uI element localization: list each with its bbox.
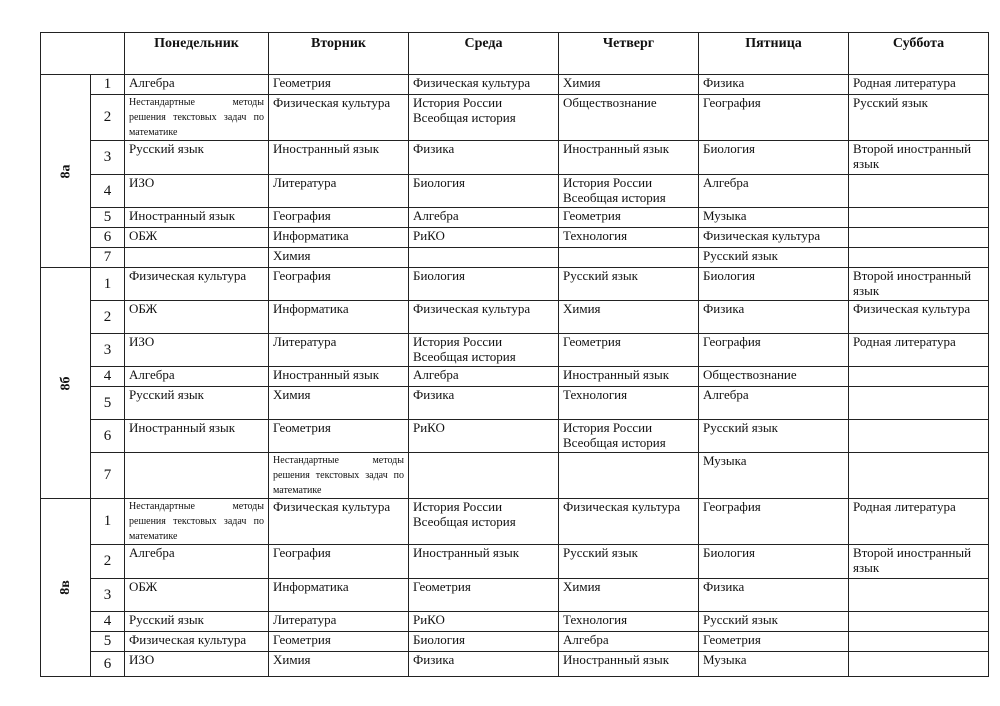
lesson-cell: Физика [409,141,559,175]
lesson-number: 6 [91,420,125,453]
lesson-cell: Литература [269,334,409,367]
day-header: Четверг [559,33,699,75]
lesson-cell: Физическая культура [849,301,989,334]
lesson-cell: Физическая культура [269,95,409,141]
lesson-cell: Родная литература [849,499,989,545]
lesson-cell: Алгебра [699,387,849,420]
header-row [41,33,989,75]
lesson-cell [125,248,269,268]
lesson-row [41,545,989,579]
lesson-cell: Русский язык [849,95,989,141]
lesson-cell: Иностранный язык [559,652,699,677]
lesson-cell: Иностранный язык [125,208,269,228]
lesson-cell: Химия [559,579,699,612]
class-label [41,75,91,268]
lesson-cell: Физика [409,652,559,677]
lesson-number: 4 [91,367,125,387]
lesson-cell: История России Всеобщая история [409,95,559,141]
lesson-cell: Информатика [269,228,409,248]
lesson-cell: География [269,545,409,579]
lesson-cell: Литература [269,175,409,208]
lesson-row [41,208,989,228]
lesson-number: 7 [91,248,125,268]
lesson-cell: Технология [559,387,699,420]
lesson-number: 5 [91,387,125,420]
lesson-cell [409,248,559,268]
header-corner [41,33,125,75]
lesson-cell: Физическая культура [559,499,699,545]
lesson-row [41,652,989,677]
lesson-cell [849,632,989,652]
lesson-cell: Информатика [269,301,409,334]
lesson-cell [849,175,989,208]
lesson-cell: Геометрия [269,632,409,652]
lesson-cell: Второй иностранный язык [849,268,989,301]
lesson-cell: Родная литература [849,334,989,367]
lesson-cell: Химия [559,75,699,95]
day-header: Среда [409,33,559,75]
lesson-cell: Русский язык [559,268,699,301]
lesson-number: 1 [91,268,125,301]
lesson-cell: Технология [559,228,699,248]
lesson-row [41,420,989,453]
lesson-cell: Физика [699,75,849,95]
lesson-cell: Геометрия [269,420,409,453]
lesson-cell: Русский язык [125,387,269,420]
lesson-cell: Физика [699,301,849,334]
lesson-cell: Биология [409,632,559,652]
lesson-number: 3 [91,579,125,612]
lesson-cell: Алгебра [125,75,269,95]
lesson-cell: ИЗО [125,652,269,677]
lesson-cell: Обществознание [559,95,699,141]
lesson-cell: Физическая культура [409,301,559,334]
lesson-cell: Музыка [699,453,849,499]
lesson-cell [409,453,559,499]
day-header: Суббота [849,33,989,75]
lesson-cell: Иностранный язык [559,141,699,175]
lesson-cell: Русский язык [559,545,699,579]
lesson-row [41,248,989,268]
lesson-cell: География [269,268,409,301]
class-name: 8б [58,376,73,390]
lesson-cell: Русский язык [699,612,849,632]
lesson-cell: География [699,95,849,141]
lesson-cell: География [269,208,409,228]
lesson-row [41,499,989,545]
lesson-cell: Геометрия [269,75,409,95]
lesson-number: 6 [91,228,125,248]
lesson-cell: Русский язык [125,612,269,632]
lesson-cell: Алгебра [559,632,699,652]
lesson-cell: Обществознание [699,367,849,387]
lesson-cell [849,420,989,453]
lesson-cell: РиКО [409,612,559,632]
lesson-cell: Русский язык [699,248,849,268]
lesson-row [41,387,989,420]
lesson-number: 1 [91,499,125,545]
lesson-cell: ОБЖ [125,228,269,248]
lesson-cell: Биология [699,268,849,301]
lesson-number: 4 [91,612,125,632]
class-name: 8в [58,580,73,595]
lesson-cell: Музыка [699,208,849,228]
lesson-cell: Иностранный язык [269,367,409,387]
lesson-number: 7 [91,453,125,499]
lesson-row [41,579,989,612]
lesson-cell: Алгебра [125,367,269,387]
lesson-cell: Иностранный язык [409,545,559,579]
lesson-cell: Родная литература [849,75,989,95]
lesson-row [41,228,989,248]
lesson-cell: История России Всеобщая история [559,175,699,208]
lesson-cell [849,612,989,632]
lesson-cell: Геометрия [409,579,559,612]
lesson-cell: Нестандартные методы решения текстовых задач по математике [125,499,269,545]
lesson-cell: Русский язык [125,141,269,175]
lesson-cell: Физическая культура [125,268,269,301]
lesson-cell: Биология [699,545,849,579]
lesson-cell: Биология [409,268,559,301]
lesson-cell: Химия [269,387,409,420]
lesson-cell [559,248,699,268]
lesson-cell: Алгебра [699,175,849,208]
lesson-cell: География [699,334,849,367]
lesson-cell [125,453,269,499]
lesson-row [41,95,989,141]
lesson-row [41,612,989,632]
lesson-cell: География [699,499,849,545]
schedule-table [40,32,989,677]
lesson-row [41,367,989,387]
lesson-cell [849,387,989,420]
lesson-cell: Биология [699,141,849,175]
lesson-cell: ИЗО [125,175,269,208]
lesson-cell [849,652,989,677]
class-label [41,268,91,499]
lesson-cell: Химия [269,652,409,677]
lesson-cell: Алгебра [125,545,269,579]
lesson-cell: Физическая культура [409,75,559,95]
lesson-cell: РиКО [409,228,559,248]
lesson-row [41,453,989,499]
lesson-row [41,632,989,652]
lesson-cell: ОБЖ [125,301,269,334]
lesson-cell: История России Всеобщая история [559,420,699,453]
lesson-cell: ОБЖ [125,579,269,612]
lesson-cell: Второй иностранный язык [849,545,989,579]
lesson-cell: Иностранный язык [125,420,269,453]
lesson-cell: ИЗО [125,334,269,367]
lesson-cell: Физика [409,387,559,420]
lesson-number: 2 [91,301,125,334]
lesson-cell: Информатика [269,579,409,612]
lesson-cell: Нестандартные методы решения текстовых задач по математике [269,453,409,499]
lesson-cell: Биология [409,175,559,208]
lesson-number: 5 [91,632,125,652]
lesson-number: 5 [91,208,125,228]
lesson-row [41,301,989,334]
day-header: Пятница [699,33,849,75]
lesson-cell: Физическая культура [699,228,849,248]
lesson-number: 2 [91,545,125,579]
lesson-row [41,268,989,301]
lesson-cell: Музыка [699,652,849,677]
lesson-number: 1 [91,75,125,95]
lesson-cell: Геометрия [559,208,699,228]
lesson-cell: Физическая культура [269,499,409,545]
lesson-cell [849,228,989,248]
lesson-cell: Второй иностранный язык [849,141,989,175]
day-header: Понедельник [125,33,269,75]
lesson-cell: Геометрия [559,334,699,367]
lesson-cell: История России Всеобщая история [409,334,559,367]
lesson-number: 3 [91,334,125,367]
lesson-cell: История России Всеобщая история [409,499,559,545]
lesson-cell [849,579,989,612]
lesson-cell: Физика [699,579,849,612]
day-header: Вторник [269,33,409,75]
lesson-cell: Физическая культура [125,632,269,652]
lesson-row [41,334,989,367]
lesson-cell [559,453,699,499]
lesson-cell: Алгебра [409,367,559,387]
lesson-number: 6 [91,652,125,677]
lesson-cell: Литература [269,612,409,632]
lesson-cell [849,367,989,387]
lesson-number: 2 [91,95,125,141]
lesson-row [41,75,989,95]
lesson-cell: Иностранный язык [269,141,409,175]
class-label [41,499,91,677]
lesson-cell: Иностранный язык [559,367,699,387]
class-name: 8а [58,164,73,178]
lesson-row [41,175,989,208]
lesson-cell: Алгебра [409,208,559,228]
lesson-cell [849,208,989,228]
lesson-cell: Нестандартные методы решения текстовых задач по математике [125,95,269,141]
lesson-number: 3 [91,141,125,175]
lesson-cell: Технология [559,612,699,632]
lesson-cell: Геометрия [699,632,849,652]
lesson-row [41,141,989,175]
lesson-cell: Химия [559,301,699,334]
lesson-cell: Русский язык [699,420,849,453]
lesson-cell: Химия [269,248,409,268]
lesson-number: 4 [91,175,125,208]
lesson-cell: РиКО [409,420,559,453]
lesson-cell [849,248,989,268]
lesson-cell [849,453,989,499]
